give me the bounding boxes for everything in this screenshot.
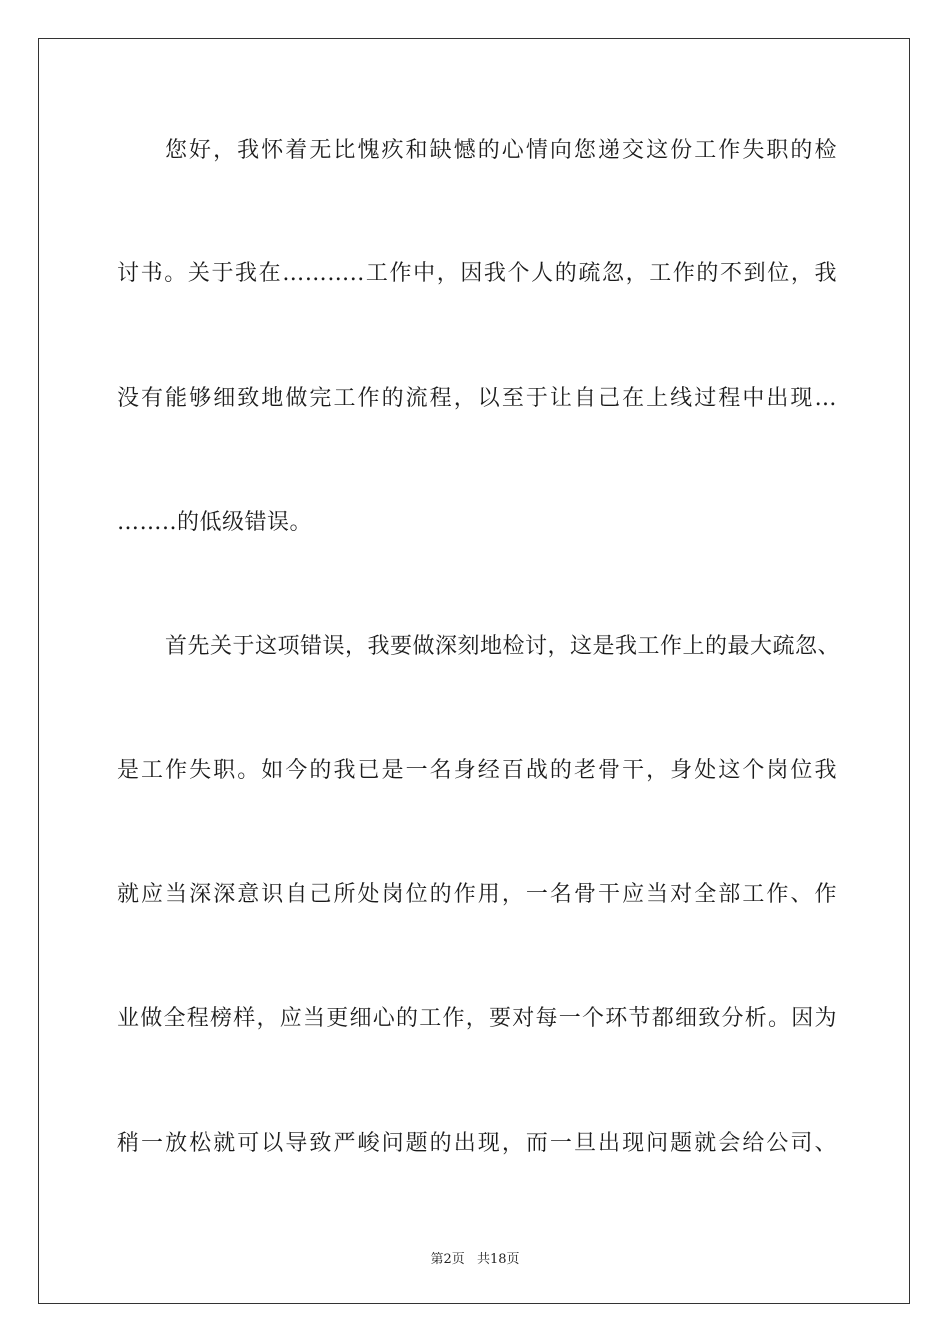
page-total: 共18页 [476, 1252, 520, 1267]
paragraph-2-line-5: 稍一放松就可以导致严峻问题的出现，而一旦出现问题就会给公司、 [117, 1131, 837, 1156]
page-footer [0, 1248, 950, 1267]
page-number: 第2页 [430, 1252, 465, 1267]
page-border [38, 38, 910, 1304]
paragraph-2-line-4: 业做全程榜样，应当更细心的工作，要对每一个环节都细致分析。因为 [117, 1006, 837, 1031]
paragraph-2-line-1: 首先关于这项错误，我要做深刻地检讨，这是我工作上的最大疏忽、 [165, 634, 841, 659]
paragraph-1-line-2: 讨书。关于我在………..工作中，因我个人的疏忽，工作的不到位，我 [117, 261, 837, 286]
paragraph-2-line-3: 就应当深深意识自己所处岗位的作用，一名骨干应当对全部工作、作 [117, 882, 837, 907]
paragraph-1-line-1: 您好，我怀着无比愧疚和缺憾的心情向您递交这份工作失职的检 [165, 138, 837, 163]
paragraph-2-line-2: 是工作失职。如今的我已是一名身经百战的老骨干，身处这个岗位我 [117, 758, 837, 783]
paragraph-1-line-3: 没有能够细致地做完工作的流程，以至于让自己在上线过程中出现… [117, 386, 837, 411]
paragraph-1-line-4: ……..的低级错误。 [117, 510, 312, 535]
